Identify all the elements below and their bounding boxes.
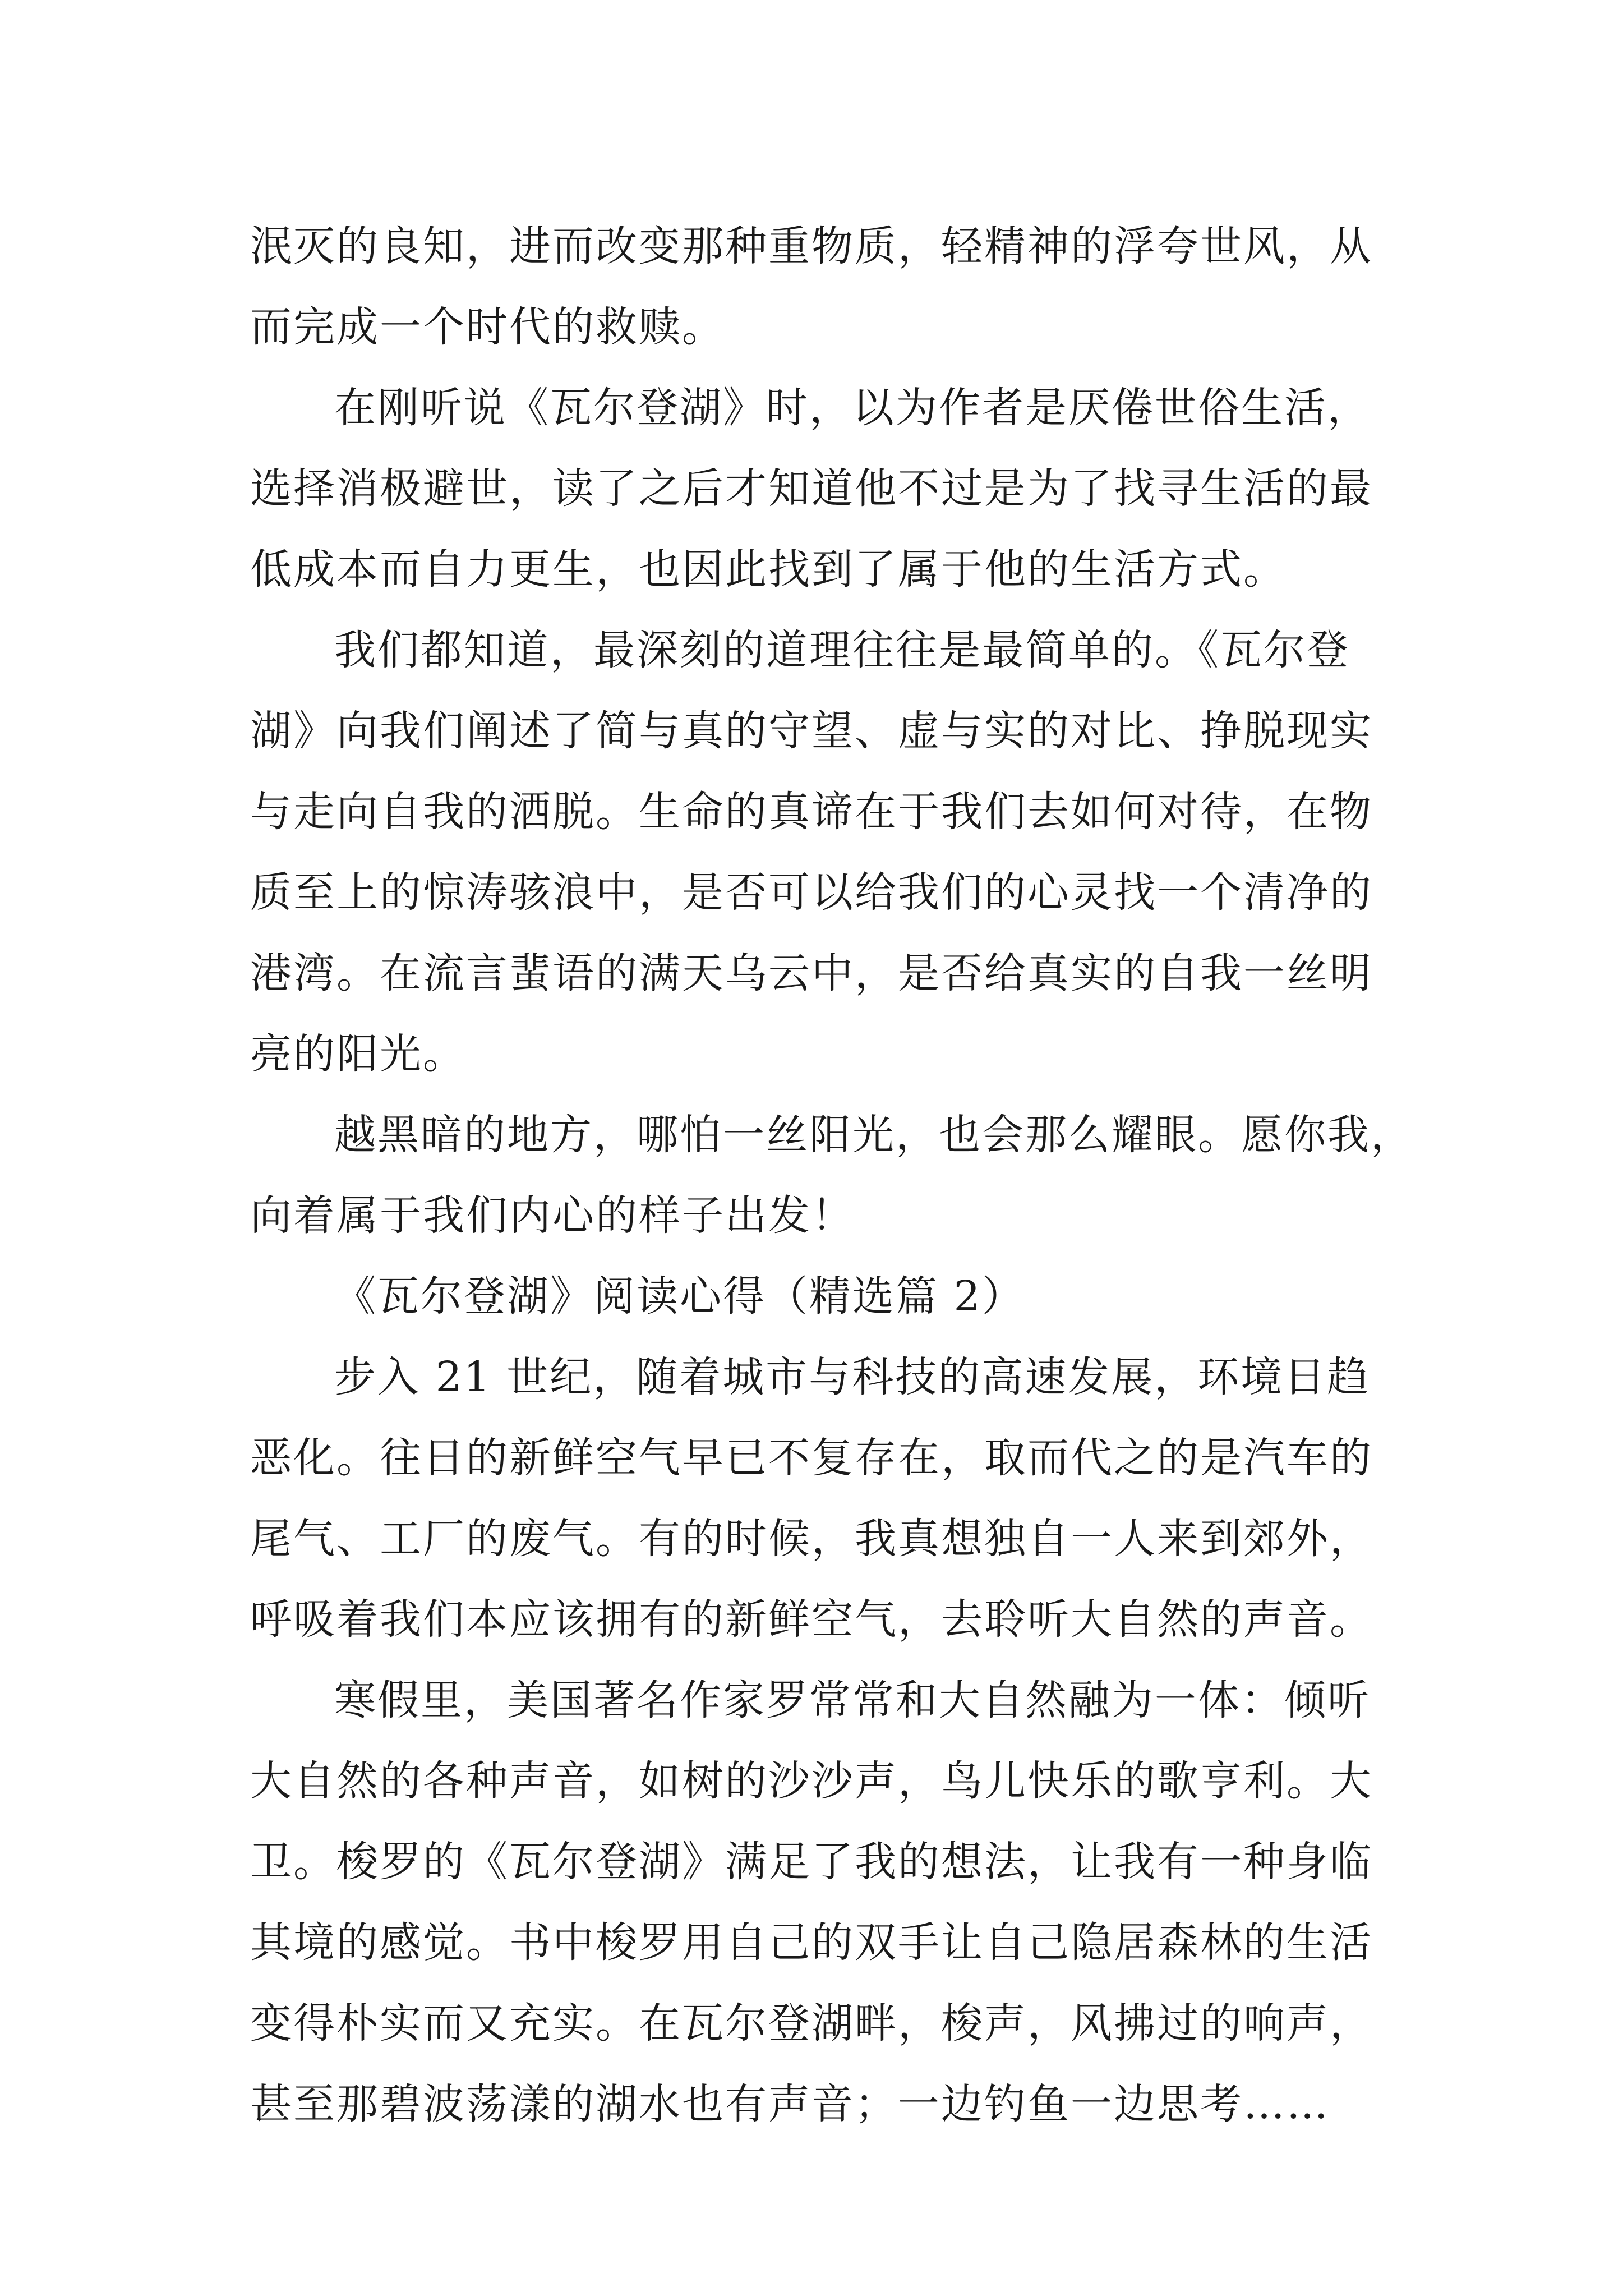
paragraph-start-line: 越黑暗的地方，哪怕一丝阳光，也会那么耀眼。愿你我， bbox=[334, 1111, 1414, 1159]
text-line: 与走向自我的洒脱。生命的真谛在于我们去如何对待，在物 bbox=[250, 788, 1373, 836]
text-line: 变得朴实而又充实。在瓦尔登湖畔，梭声，风拂过的响声， bbox=[250, 1999, 1373, 2047]
text-line: 而完成一个时代的救赎。 bbox=[250, 303, 725, 351]
paragraph-start-line: 步入 21 世纪，随着城市与科技的高速发展，环境日趋 bbox=[334, 1353, 1371, 1401]
text-line: 低成本而自力更生，也因此找到了属于他的生活方式。 bbox=[250, 545, 1287, 593]
text-line: 甚至那碧波荡漾的湖水也有声音；一边钓鱼一边思考…… bbox=[250, 2080, 1330, 2128]
text-line: 大自然的各种声音，如树的沙沙声，鸟儿快乐的歌亨利。大 bbox=[250, 1757, 1373, 1805]
paragraph-start-line: 我们都知道，最深刻的道理往往是最简单的。《瓦尔登 bbox=[334, 626, 1350, 674]
body-text bbox=[250, 206, 1414, 2145]
paragraph-start-line: 在刚听说《瓦尔登湖》时，以为作者是厌倦世俗生活， bbox=[334, 384, 1371, 432]
text-line: 恶化。往日的新鲜空气早已不复存在，取而代之的是汽车的 bbox=[250, 1434, 1373, 1482]
text-line: 卫。梭罗的《瓦尔登湖》满足了我的想法，让我有一种身临 bbox=[250, 1838, 1373, 1886]
text-line: 湖》向我们阐述了简与真的守望、虚与实的对比、挣脱现实 bbox=[250, 707, 1373, 755]
text-line: 质至上的惊涛骇浪中，是否可以给我们的心灵找一个清净的 bbox=[250, 868, 1373, 917]
text-line: 呼吸着我们本应该拥有的新鲜空气，去聆听大自然的声音。 bbox=[250, 1595, 1373, 1644]
text-line: 其境的感觉。书中梭罗用自己的双手让自己隐居森林的生活 bbox=[250, 1918, 1373, 1967]
section-heading: 《瓦尔登湖》阅读心得（精选篇 2） bbox=[334, 1272, 1025, 1320]
paragraph-start-line: 寒假里，美国著名作家罗常常和大自然融为一体：倾听 bbox=[334, 1676, 1371, 1724]
text-line: 港湾。在流言蜚语的满天乌云中，是否给真实的自我一丝明 bbox=[250, 949, 1373, 997]
text-line: 泯灭的良知，进而改变那种重物质，轻精神的浮夸世风，从 bbox=[250, 222, 1373, 270]
text-line: 亮的阳光。 bbox=[250, 1030, 466, 1078]
text-line: 选择消极避世，读了之后才知道他不过是为了找寻生活的最 bbox=[250, 464, 1373, 513]
text-line: 尾气、工厂的废气。有的时候，我真想独自一人来到郊外， bbox=[250, 1515, 1373, 1563]
text-line: 向着属于我们内心的样子出发！ bbox=[250, 1191, 855, 1240]
